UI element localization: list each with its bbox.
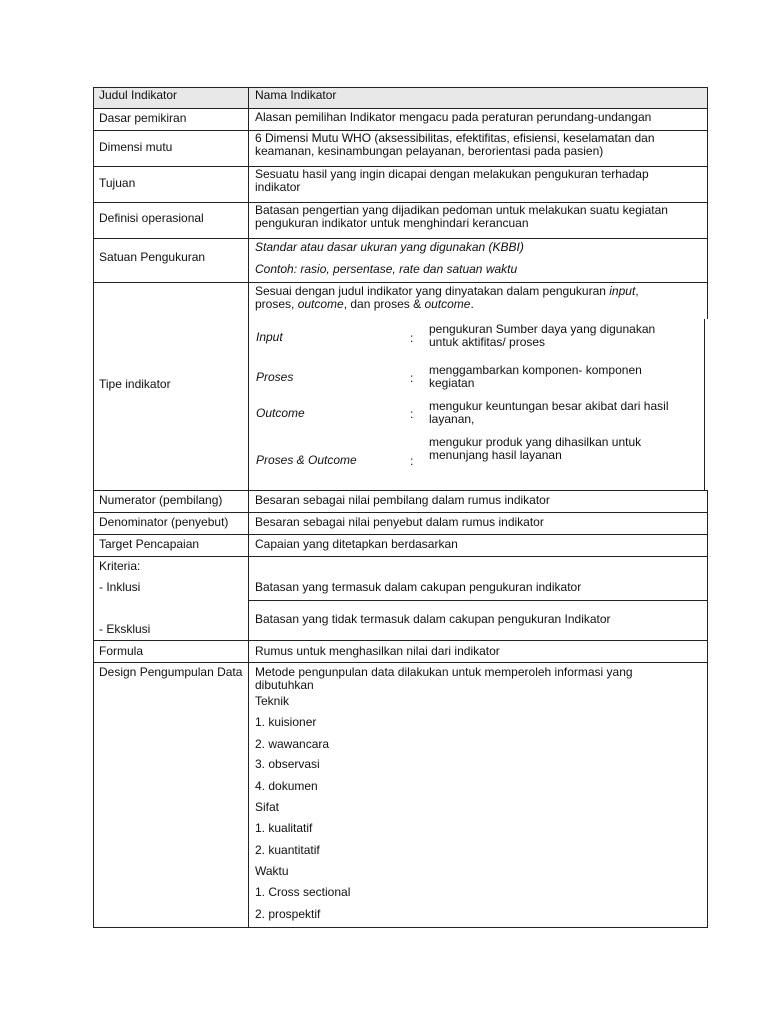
row-label-inklusi: - Inklusi	[99, 580, 141, 594]
design-intro: Metode pengunpulan data dilakukan untuk memperoleh informasi yang dibutuhkan	[255, 665, 633, 692]
row-value-denominator: Besaran sebagai nilai penyebut dalam rumus indikator	[255, 515, 544, 529]
row-label-design: Design Pengumpulan Data	[99, 665, 243, 679]
design-teknik-item: 3. observasi	[255, 757, 320, 771]
row-value-dimensi: 6 Dimensi Mutu WHO (aksessibilitas, efektifitas, efisiensi, keselamatan dan keamanan, kesinambungan pelayanan, berorientasi pada pasien)	[255, 131, 655, 158]
tipe-intro-proses: proses,	[255, 297, 298, 311]
row-label-judul: Judul Indikator	[99, 88, 178, 102]
design-waktu-item: 1. Cross sectional	[255, 885, 351, 899]
tipe-intro-and: , dan proses &	[343, 297, 425, 311]
row-divider	[93, 108, 708, 109]
tipe-term-input: Input	[256, 330, 283, 344]
design-sifat-item: 2. kuantitatif	[255, 843, 320, 857]
row-label-tujuan: Tujuan	[99, 176, 136, 190]
design-teknik-item: 2. wawancara	[255, 737, 330, 751]
row-divider	[93, 490, 708, 491]
row-divider	[93, 534, 708, 535]
row-label-dasar: Dasar pemikiran	[99, 111, 187, 125]
row-value-numerator: Besaran sebagai nilai pembilang dalam rumus indikator	[255, 493, 550, 507]
table-left-border	[93, 87, 94, 928]
tipe-colon: :	[410, 454, 414, 468]
tipe-intro-period: .	[470, 297, 474, 311]
row-label-eksklusi: - Eksklusi	[99, 622, 151, 636]
tipe-intro-line-2	[255, 297, 474, 311]
table-right-border-offset	[704, 319, 705, 490]
tipe-intro-input: input	[609, 284, 636, 298]
row-divider	[93, 640, 708, 641]
row-value-definisi: Batasan pengertian yang dijadikan pedoman untuk melakukan suatu kegiatan pengukuran indikator untuk menghindari kerancuan	[255, 203, 668, 230]
tipe-intro-line-1	[255, 284, 639, 298]
row-value-inklusi: Batasan yang termasuk dalam cakupan pengukuran indikator	[255, 580, 582, 594]
row-value-formula: Rumus untuk menghasilkan nilai dari indikator	[255, 644, 500, 658]
design-sifat-title: Sifat	[255, 800, 280, 814]
tipe-desc-input: pengukuran Sumber daya yang digunakan untuk aktifitas/ proses	[429, 322, 656, 349]
tipe-colon: :	[410, 407, 414, 421]
header-row-shading	[94, 88, 707, 108]
row-divider	[93, 556, 708, 557]
tipe-desc-proses-outcome: mengukur produk yang dihasilkan untuk menunjang hasil layanan	[429, 435, 642, 462]
design-teknik-title: Teknik	[255, 694, 290, 708]
tipe-intro-text: Sesuai dengan judul indikator yang dinyatakan dalam pengukuran	[255, 284, 610, 298]
row-value-satuan-1: Standar atau dasar ukuran yang digunakan (KBBI)	[255, 240, 524, 254]
row-value-tujuan: Sesuatu hasil yang ingin dicapai dengan melakukan pengukuran terhadap indikator	[255, 167, 649, 194]
design-waktu-title: Waktu	[255, 864, 289, 878]
row-label-kriteria: Kriteria:	[99, 559, 141, 573]
row-label-numerator: Numerator (pembilang)	[99, 493, 223, 507]
design-sifat-item: 1. kualitatif	[255, 821, 313, 835]
row-divider	[93, 512, 708, 513]
column-divider	[248, 87, 249, 928]
row-value-dasar: Alasan pemilihan Indikator mengacu pada peraturan perundang-undangan	[255, 110, 652, 124]
row-label-formula: Formula	[99, 644, 144, 658]
tipe-colon: :	[410, 331, 414, 345]
row-value-target: Capaian yang ditetapkan berdasarkan	[255, 537, 458, 551]
tipe-term-proses-outcome: Proses & Outcome	[256, 453, 357, 467]
row-value-eksklusi: Batasan yang tidak termasuk dalam cakupan pengukuran Indikator	[255, 612, 611, 626]
table-top-border	[93, 87, 708, 88]
row-label-dimensi: Dimensi mutu	[99, 140, 173, 154]
row-label-tipe: Tipe indikator	[99, 377, 171, 391]
kriteria-sub-divider	[248, 600, 708, 601]
tipe-colon: :	[410, 371, 414, 385]
table-right-border	[707, 87, 708, 319]
tipe-desc-outcome: mengukur keuntungan besar akibat dari hasil layanan,	[429, 399, 669, 426]
tipe-intro-outcome-2: outcome	[424, 297, 471, 311]
row-label-denominator: Denominator (penyebut)	[99, 515, 229, 529]
row-divider	[93, 662, 708, 663]
tipe-intro-comma: ,	[635, 284, 639, 298]
design-teknik-item: 1. kuisioner	[255, 715, 317, 729]
design-waktu-item: 2. prospektif	[255, 907, 321, 921]
tipe-term-outcome: Outcome	[256, 406, 305, 420]
row-label-definisi: Definisi operasional	[99, 211, 204, 225]
design-teknik-item: 4. dokumen	[255, 779, 318, 793]
row-label-satuan: Satuan Pengukuran	[99, 250, 206, 264]
row-label-target: Target Pencapaian	[99, 537, 200, 551]
row-divider	[93, 282, 708, 283]
row-divider	[93, 238, 708, 239]
row-value-satuan-2: Contoh: rasio, persentase, rate dan satuan waktu	[255, 262, 518, 276]
tipe-desc-proses: menggambarkan komponen- komponen kegiatan	[429, 363, 642, 390]
table-bottom-border	[93, 927, 708, 928]
tipe-intro-outcome: outcome	[297, 297, 344, 311]
tipe-term-proses: Proses	[256, 370, 294, 384]
table-right-border	[707, 490, 708, 928]
row-value-judul: Nama Indikator	[255, 88, 337, 102]
